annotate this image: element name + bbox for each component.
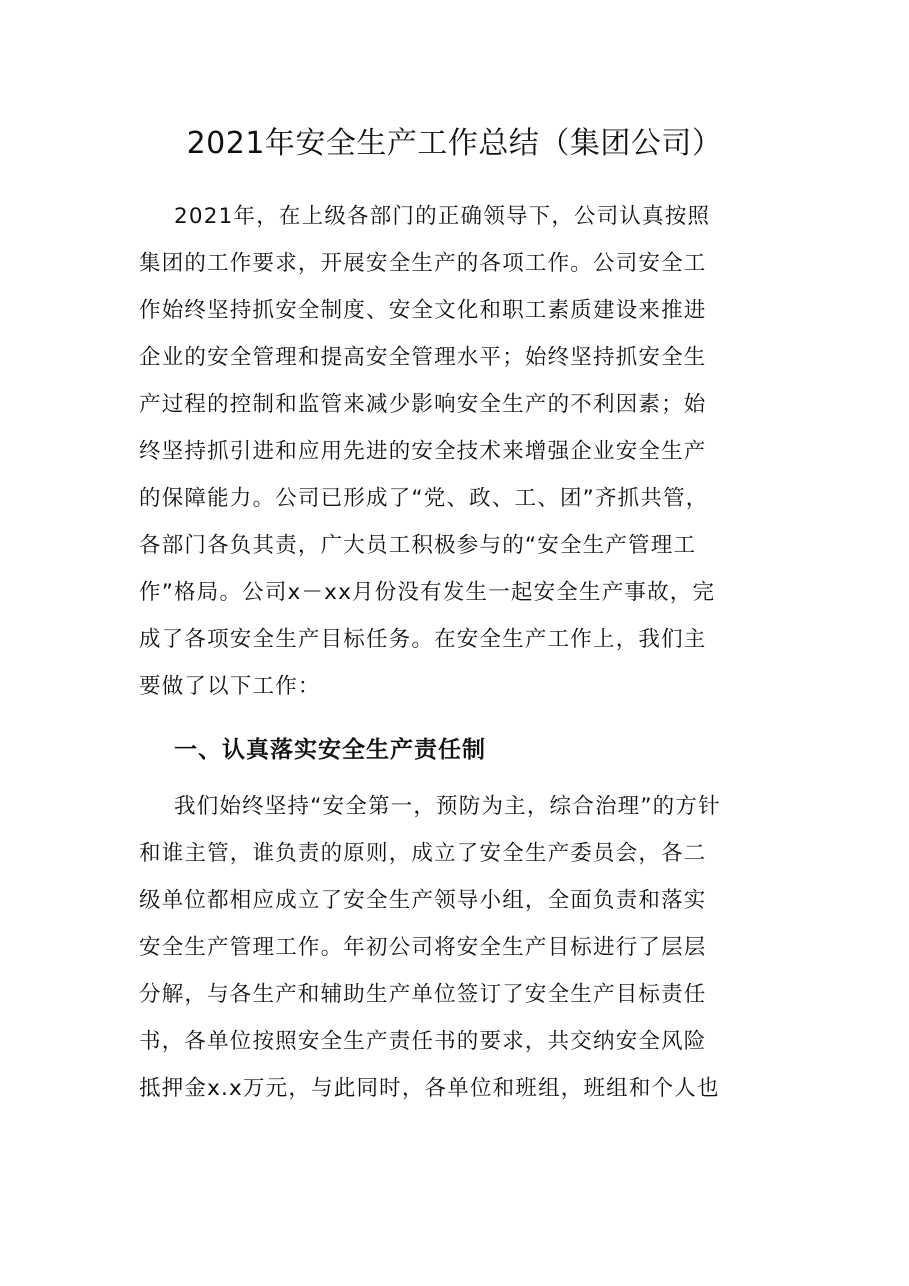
text-line: 产过程的控制和监管来减少影响安全生产的不利因素；始 — [139, 392, 707, 417]
text-line: 分解，与各生产和辅助生产单位签订了安全生产目标责任 — [139, 982, 707, 1007]
document-title: 2021年安全生产工作总结（集团公司） — [186, 126, 723, 161]
text-line: 要做了以下工作： — [139, 674, 321, 699]
paragraph-intro — [139, 193, 771, 710]
text-line: 各部门各负其责，广大员工积极参与的“安全生产管理工 — [139, 533, 697, 558]
text-line: 和谁主管，谁负责的原则，成立了安全生产委员会，各二 — [139, 841, 707, 866]
paragraph-section1 — [139, 783, 771, 1112]
text-line: 级单位都相应成立了安全生产领导小组，全面负责和落实 — [139, 888, 707, 913]
text-line: 终坚持抓引进和应用先进的安全技术来增强企业安全生产 — [139, 439, 707, 464]
text-line: 作”格局。公司x－xx月份没有发生一起安全生产事故，完 — [139, 580, 716, 605]
section-heading: 一、认真落实安全生产责任制 — [174, 737, 486, 763]
text-line: 2021年，在上级各部门的正确领导下，公司认真按照 — [174, 204, 711, 229]
text-line: 作始终坚持抓安全制度、安全文化和职工素质建设来推进 — [139, 298, 707, 323]
text-line: 我们始终坚持“安全第一，预防为主，综合治理”的方针 — [174, 794, 721, 819]
text-line: 企业的安全管理和提高安全管理水平；始终坚持抓安全生 — [139, 345, 707, 370]
text-line: 成了各项安全生产目标任务。在安全生产工作上，我们主 — [139, 627, 707, 652]
text-line: 抵押金x.x万元，与此同时，各单位和班组，班组和个人也 — [139, 1076, 720, 1101]
text-line: 书，各单位按照安全生产责任书的要求，共交纳安全风险 — [139, 1029, 707, 1054]
text-line: 集团的工作要求，开展安全生产的各项工作。公司安全工 — [139, 251, 707, 276]
text-line: 安全生产管理工作。年初公司将安全生产目标进行了层层 — [139, 935, 707, 960]
text-line: 的保障能力。公司已形成了“党、政、工、团”齐抓共管， — [139, 486, 709, 511]
